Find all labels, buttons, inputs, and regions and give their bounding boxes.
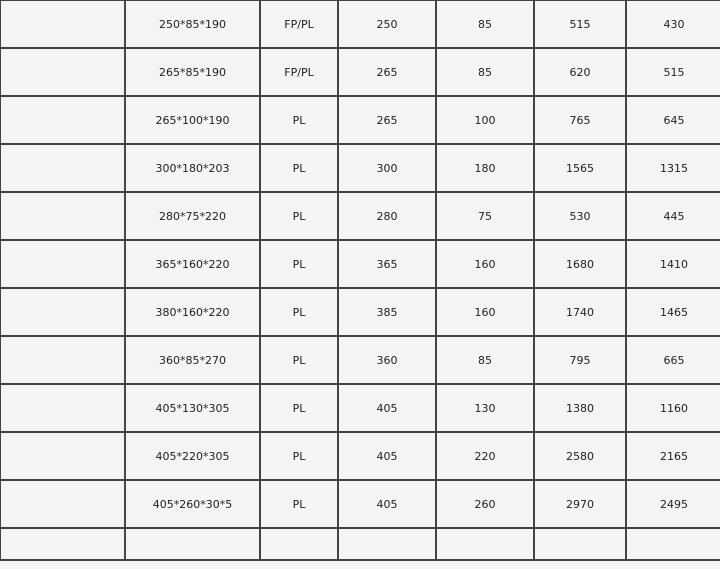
size-cell: 405*130*305 xyxy=(125,384,260,432)
type-cell: PL xyxy=(260,432,338,480)
value-cell xyxy=(626,528,720,560)
value-cell: 280 xyxy=(338,192,436,240)
table-row xyxy=(0,96,720,144)
value-cell: 1680 xyxy=(534,240,626,288)
size-cell: 300*180*203 xyxy=(125,144,260,192)
table-row xyxy=(0,288,720,336)
table-row xyxy=(0,336,720,384)
row-label-cell xyxy=(0,336,125,384)
size-cell xyxy=(125,528,260,560)
value-cell: 75 xyxy=(436,192,534,240)
value-cell: 85 xyxy=(436,48,534,96)
type-cell: PL xyxy=(260,96,338,144)
value-cell: 530 xyxy=(534,192,626,240)
row-label-cell xyxy=(0,192,125,240)
value-cell: 180 xyxy=(436,144,534,192)
type-cell: PL xyxy=(260,480,338,528)
value-cell: 1410 xyxy=(626,240,720,288)
row-label-cell xyxy=(0,528,125,560)
value-cell: 130 xyxy=(436,384,534,432)
table-row xyxy=(0,48,720,96)
table-row xyxy=(0,192,720,240)
type-cell: PL xyxy=(260,192,338,240)
value-cell xyxy=(534,528,626,560)
row-label-cell xyxy=(0,480,125,528)
table-row xyxy=(0,432,720,480)
size-cell: 365*160*220 xyxy=(125,240,260,288)
row-label-cell xyxy=(0,432,125,480)
value-cell: 430 xyxy=(626,0,720,48)
row-label-cell xyxy=(0,240,125,288)
type-cell: FP/PL xyxy=(260,48,338,96)
value-cell: 795 xyxy=(534,336,626,384)
type-cell: PL xyxy=(260,336,338,384)
value-cell: 2580 xyxy=(534,432,626,480)
value-cell: 360 xyxy=(338,336,436,384)
value-cell: 405 xyxy=(338,384,436,432)
value-cell: 1740 xyxy=(534,288,626,336)
value-cell: 665 xyxy=(626,336,720,384)
row-label-cell xyxy=(0,288,125,336)
type-cell: PL xyxy=(260,144,338,192)
value-cell: 365 xyxy=(338,240,436,288)
value-cell: 1465 xyxy=(626,288,720,336)
table-row xyxy=(0,528,720,560)
value-cell: 385 xyxy=(338,288,436,336)
value-cell: 405 xyxy=(338,480,436,528)
size-cell: 360*85*270 xyxy=(125,336,260,384)
table-row xyxy=(0,240,720,288)
value-cell: 515 xyxy=(534,0,626,48)
value-cell: 2495 xyxy=(626,480,720,528)
value-cell: 1380 xyxy=(534,384,626,432)
size-cell: 265*100*190 xyxy=(125,96,260,144)
type-cell: FP/PL xyxy=(260,0,338,48)
value-cell: 1160 xyxy=(626,384,720,432)
value-cell: 160 xyxy=(436,240,534,288)
value-cell: 765 xyxy=(534,96,626,144)
value-cell: 250 xyxy=(338,0,436,48)
table-row xyxy=(0,384,720,432)
value-cell xyxy=(436,528,534,560)
value-cell: 2165 xyxy=(626,432,720,480)
value-cell xyxy=(338,528,436,560)
type-cell: PL xyxy=(260,288,338,336)
size-cell: 280*75*220 xyxy=(125,192,260,240)
type-cell: PL xyxy=(260,384,338,432)
size-cell: 265*85*190 xyxy=(125,48,260,96)
table-row xyxy=(0,144,720,192)
table-row xyxy=(0,0,720,48)
value-cell: 445 xyxy=(626,192,720,240)
value-cell: 1315 xyxy=(626,144,720,192)
size-cell: 405*260*30*5 xyxy=(125,480,260,528)
value-cell: 300 xyxy=(338,144,436,192)
value-cell: 645 xyxy=(626,96,720,144)
value-cell: 620 xyxy=(534,48,626,96)
row-label-cell xyxy=(0,144,125,192)
value-cell: 265 xyxy=(338,48,436,96)
type-cell: PL xyxy=(260,240,338,288)
row-label-cell xyxy=(0,0,125,48)
value-cell: 85 xyxy=(436,336,534,384)
size-cell: 380*160*220 xyxy=(125,288,260,336)
value-cell: 260 xyxy=(436,480,534,528)
value-cell: 1565 xyxy=(534,144,626,192)
size-cell: 405*220*305 xyxy=(125,432,260,480)
value-cell: 515 xyxy=(626,48,720,96)
row-label-cell xyxy=(0,96,125,144)
row-label-cell xyxy=(0,48,125,96)
value-cell: 405 xyxy=(338,432,436,480)
size-cell: 250*85*190 xyxy=(125,0,260,48)
value-cell: 160 xyxy=(436,288,534,336)
value-cell: 265 xyxy=(338,96,436,144)
type-cell xyxy=(260,528,338,560)
row-label-cell xyxy=(0,384,125,432)
table-row xyxy=(0,480,720,528)
value-cell: 85 xyxy=(436,0,534,48)
value-cell: 100 xyxy=(436,96,534,144)
value-cell: 220 xyxy=(436,432,534,480)
value-cell: 2970 xyxy=(534,480,626,528)
